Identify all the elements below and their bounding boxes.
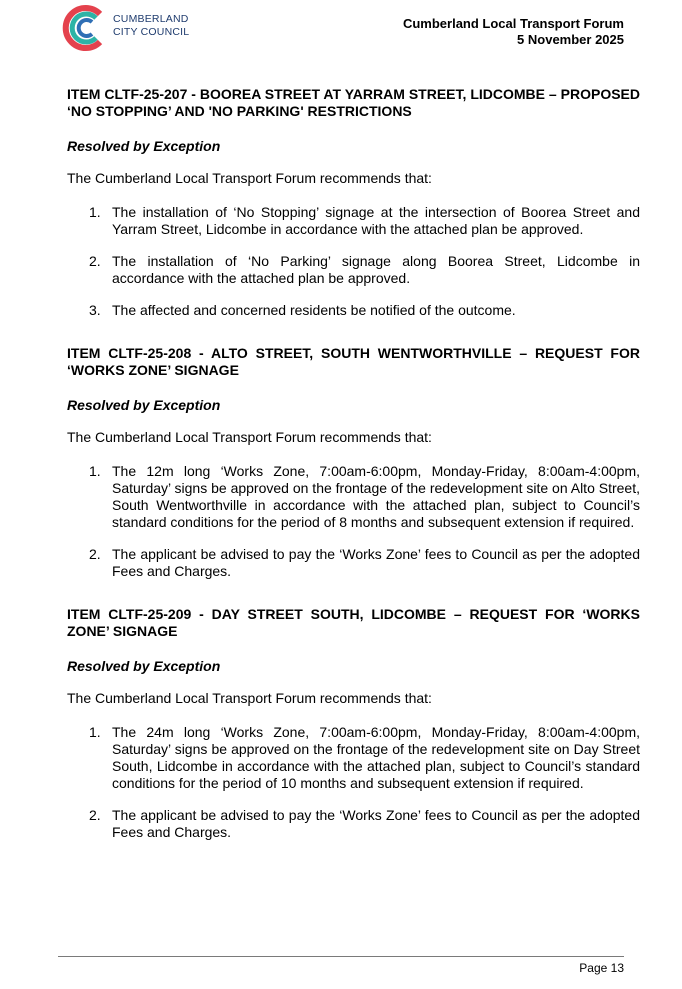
list-number: 2.: [89, 253, 101, 269]
logo-line-2: CITY COUNCIL: [113, 26, 190, 38]
item-section: [67, 86, 640, 319]
list-number: 1.: [89, 204, 101, 220]
forum-name: Cumberland Local Transport Forum: [402, 16, 624, 31]
footer-divider: [58, 956, 624, 957]
recommendation-intro: The Cumberland Local Transport Forum recommends that:: [67, 170, 432, 186]
recommendation-list: [67, 463, 640, 580]
list-number: 2.: [89, 546, 101, 562]
meeting-date: 5 November 2025: [517, 32, 624, 47]
item-section: [67, 345, 640, 580]
page-number: Page 13: [579, 961, 624, 975]
recommendation-text: The applicant be advised to pay the ‘Works Zone’ fees to Council as per the adopted Fees and Charges.: [112, 807, 640, 840]
logo-wordmark: [113, 13, 189, 39]
recommendation-list: [67, 724, 640, 841]
resolved-heading: Resolved by Exception: [67, 658, 221, 674]
recommendation-text: The 12m long ‘Works Zone, 7:00am-6:00pm, Monday-Friday, 8:00am-4:00pm, Saturday’ signs be approved on the frontage of the redevelopment site on Alto Street, South Wentworthville in accordance with the attached plan, subject to Council’s standard conditions for the period of 8 months and subsequent extension if required.: [112, 463, 640, 530]
council-logo: [60, 2, 220, 54]
minutes-content: [67, 86, 640, 867]
cumberland-c-logo-icon: [60, 2, 112, 54]
list-number: 3.: [89, 302, 101, 318]
resolved-heading: Resolved by Exception: [67, 397, 221, 413]
recommendation-item: [67, 463, 640, 531]
recommendation-text: The applicant be advised to pay the ‘Works Zone’ fees to Council as per the adopted Fees and Charges.: [112, 546, 640, 579]
recommendation-text: The installation of ‘No Parking’ signage along Boorea Street, Lidcombe in accordance with the attached plan be approved.: [112, 253, 640, 286]
list-number: 1.: [89, 724, 101, 740]
recommendation-item: [67, 546, 640, 580]
item-section: [67, 606, 640, 841]
recommendation-item: [67, 204, 640, 238]
list-number: 2.: [89, 807, 101, 823]
item-title: ITEM CLTF-25-209 - DAY STREET SOUTH, LIDCOMBE – REQUEST FOR ‘WORKS ZONE’ SIGNAGE: [67, 606, 640, 639]
recommendation-item: [67, 807, 640, 841]
recommendation-intro: The Cumberland Local Transport Forum recommends that:: [67, 429, 432, 445]
recommendation-item: [67, 253, 640, 287]
recommendation-intro: The Cumberland Local Transport Forum recommends that:: [67, 690, 432, 706]
logo-line-1: CUMBERLAND: [113, 13, 189, 25]
recommendation-item: [67, 302, 640, 319]
list-number: 1.: [89, 463, 101, 479]
recommendation-text: The installation of ‘No Stopping’ signage at the intersection of Boorea Street and Yarram Street, Lidcombe in accordance with the attached plan be approved.: [112, 204, 640, 237]
resolved-heading: Resolved by Exception: [67, 138, 221, 154]
item-title: ITEM CLTF-25-207 - BOOREA STREET AT YARRAM STREET, LIDCOMBE – PROPOSED ‘NO STOPPING’ AND 'NO PARKING' RESTRICTIONS: [67, 86, 640, 119]
item-title: ITEM CLTF-25-208 - ALTO STREET, SOUTH WENTWORTHVILLE – REQUEST FOR ‘WORKS ZONE’ SIGNAGE: [67, 345, 640, 378]
header-meta: [403, 16, 624, 48]
recommendation-text: The 24m long ‘Works Zone, 7:00am-6:00pm, Monday-Friday, 8:00am-4:00pm, Saturday’ signs be approved on the frontage of the redevelopment site on Day Street South, Lidcombe in accordance with the attached plan, subject to Council’s standard conditions for the period of 10 months and subsequent extension if required.: [112, 724, 640, 791]
recommendation-item: [67, 724, 640, 792]
recommendation-text: The affected and concerned residents be notified of the outcome.: [112, 302, 516, 318]
recommendation-list: [67, 204, 640, 319]
